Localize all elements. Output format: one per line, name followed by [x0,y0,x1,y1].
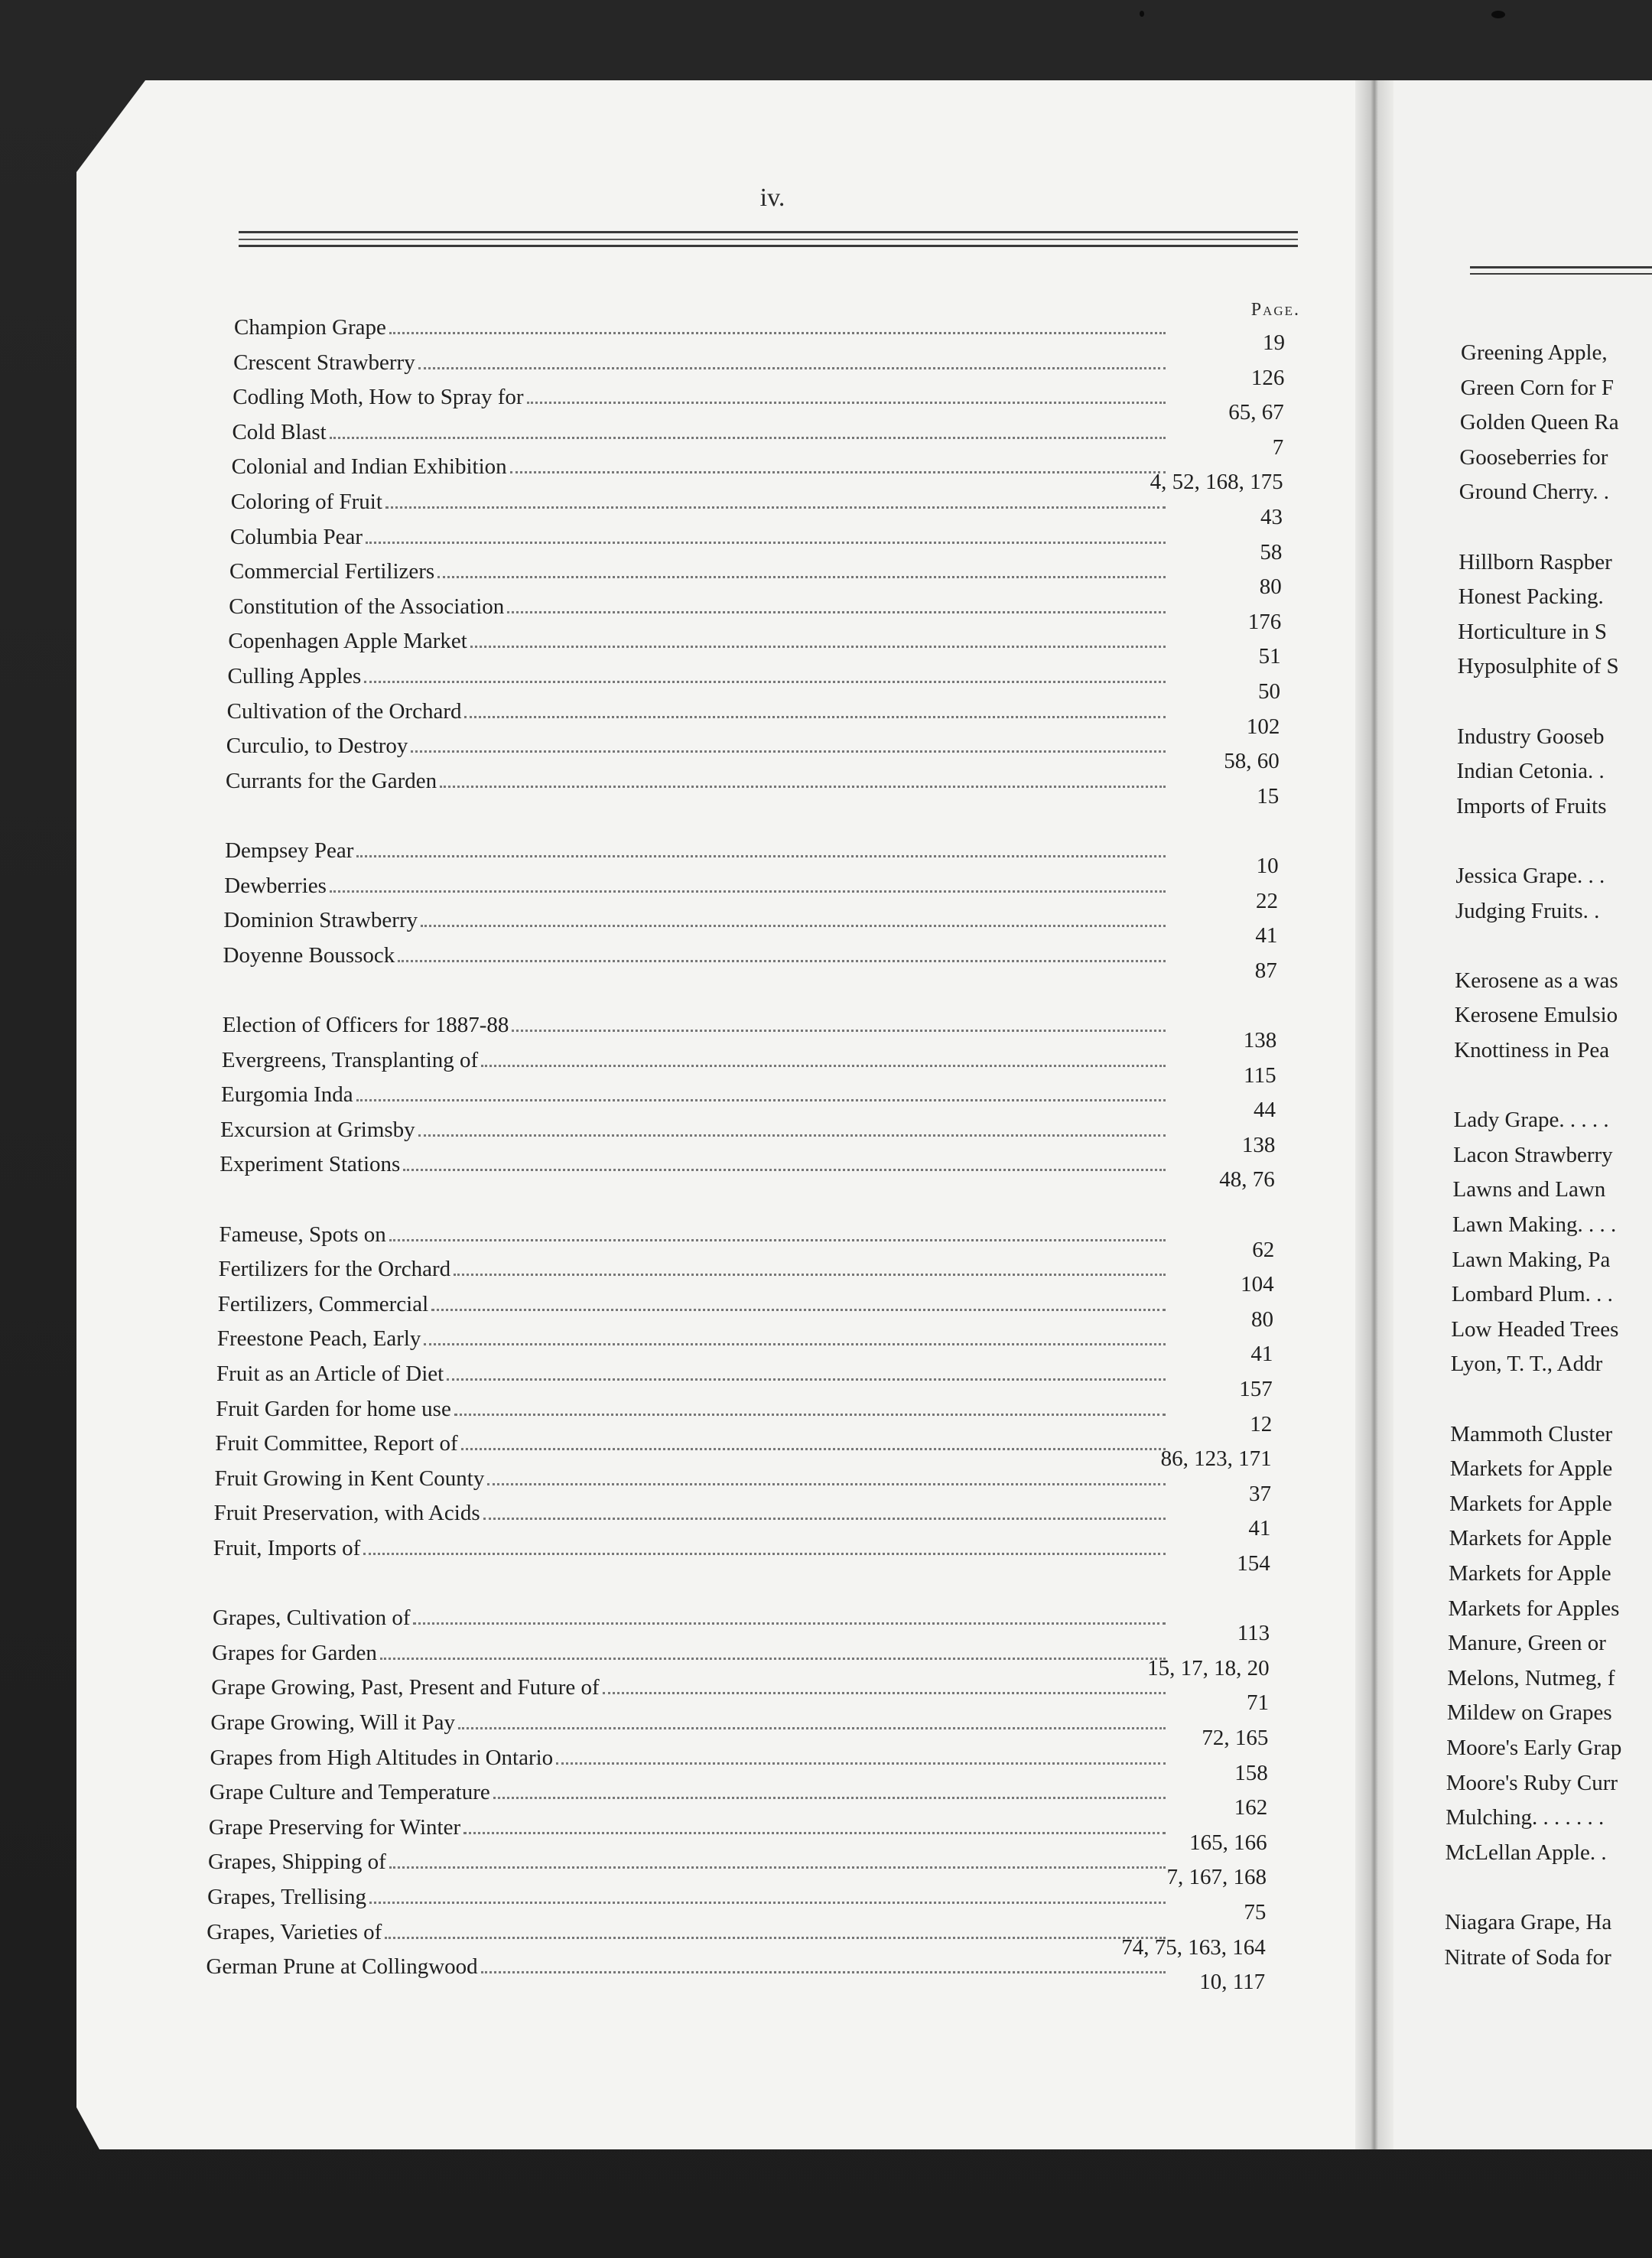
header-rule-top [239,231,1298,233]
right-index-entry: Horticulture in S [1458,619,1608,644]
index-page-number: 50 [1258,679,1280,704]
index-entry-label: Fruit Preservation, with Acids [213,1501,480,1526]
index-entry-label: German Prune at Collingwood [206,1954,478,1980]
index-page-number: 176 [1247,609,1282,634]
index-entry-label: Eurgomia Inda [221,1082,353,1108]
index-entry-label: Grape Culture and Temperature [209,1780,490,1805]
index-page-number: 162 [1234,1795,1268,1820]
right-index-entry: Melons, Nutmeg, f [1447,1665,1615,1690]
right-index-entry: Hillborn Raspber [1459,549,1612,574]
right-index-entry: Lawn Making. . . . [1452,1212,1617,1237]
right-index-entry: Green Corn for F [1460,375,1614,400]
book-gutter [1355,80,1393,2149]
right-index-entry: Moore's Ruby Curr [1446,1770,1618,1795]
right-index-entry: Imports of Fruits [1455,793,1607,818]
index-page-number: 41 [1255,923,1278,948]
right-index-entry: Lombard Plum. . . [1451,1282,1613,1307]
index-page-number: 51 [1258,644,1281,669]
index-entry-label: Grapes, Shipping of [208,1850,386,1875]
right-index-entry: Judging Fruits. . [1455,898,1600,923]
index-entry-label: Columbia Pear [229,524,363,549]
index-entry-label: Doyenne Boussock [223,942,395,968]
index-entry-label: Grape Preserving for Winter [208,1814,461,1840]
right-index-entry: Lady Grape. . . . . [1453,1108,1609,1133]
index-entry-label: Dominion Strawberry [223,908,418,933]
index-entry-label: Curculio, to Destroy [226,734,408,759]
right-index-entry: Lacon Strawberry [1453,1142,1613,1167]
index-page-number: 44 [1254,1098,1276,1123]
page-column-heading: Page. [1250,300,1300,320]
index-page-number: 22 [1256,888,1278,913]
right-index-entry: Manure, Green or [1447,1631,1606,1656]
index-page-number: 58, 60 [1224,749,1280,774]
index-entry-label: Grapes, Cultivation of [212,1606,411,1631]
index-entry-label: Dewberries [224,873,327,898]
right-index-entry: Golden Queen Ra [1459,410,1619,435]
index-page-number: 80 [1259,574,1282,600]
index-page-number: 62 [1252,1237,1275,1262]
index-entry-label: Cold Blast [232,419,327,444]
index-page-number: 41 [1250,1342,1273,1367]
right-index-entry: Markets for Apple [1449,1456,1613,1482]
index-page-number: 12 [1250,1411,1273,1436]
right-index-entry: Niagara Grape, Ha [1445,1910,1612,1934]
index-entry-label: Fruit as an Article of Diet [216,1362,444,1386]
scan-smudge [1140,11,1144,17]
right-header-rule-thin [1470,273,1652,275]
right-header-rule [1470,266,1652,268]
index-page-number: 4, 52, 168, 175 [1150,470,1283,495]
index-page-number: 43 [1260,505,1283,529]
index-page-number: 41 [1248,1516,1271,1541]
index-entry-label: Grapes, Varieties of [206,1919,382,1944]
right-index-entry: Industry Gooseb [1457,724,1605,749]
index-page-number: 102 [1246,714,1280,739]
index-page-number: 65, 67 [1228,400,1284,425]
index-page-number: 115 [1244,1062,1276,1088]
index-page-number: 113 [1237,1621,1270,1646]
page-number: iv. [759,184,785,212]
right-index-entry: Honest Packing. [1458,584,1604,610]
index-entry-label: Commercial Fertilizers [229,559,435,584]
index-page-number: 157 [1239,1377,1273,1401]
index-entry-label: Currants for the Garden [225,768,437,793]
right-index-entry: Mulching. . . . . . . [1446,1805,1605,1830]
index-page-number: 72, 165 [1202,1726,1269,1750]
index-page-number: 15 [1257,783,1280,809]
index-page-number: 165, 166 [1189,1830,1267,1855]
index-page-number: 48, 76 [1219,1167,1275,1192]
index-entry-label: Cultivation of the Orchard [226,698,462,724]
index-page-number: 37 [1249,1481,1271,1506]
index-entry-label: Colonial and Indian Exhibition [231,454,507,480]
index-entry-label: Champion Grape [234,315,386,340]
right-index-entry: Lyon, T. T., Addr [1450,1352,1603,1377]
index-entry-label: Copenhagen Apple Market [228,629,467,654]
index-entry-label: Evergreens, Transplanting of [221,1047,479,1072]
index-entry-label: Fruit Committee, Report of [215,1431,458,1456]
right-index-entry: Nitrate of Soda for [1444,1944,1611,1970]
index-entry-label: Fruit Growing in Kent County [214,1466,485,1491]
header-rule-bottom [239,245,1298,247]
right-index-entry: Greening Apple, [1461,340,1608,365]
right-index-entry: McLellan Apple. . [1445,1840,1607,1865]
index-page-number: 158 [1234,1760,1268,1785]
right-index-entry: Mammoth Cluster [1450,1421,1613,1446]
index-entry-label: Culling Apples [227,664,362,688]
right-index-entry: Ground Cherry. . [1459,480,1610,505]
right-index-entry: Markets for Apple [1449,1491,1612,1516]
index-page-number: 75 [1244,1900,1267,1925]
index-entry-label: Freestone Peach, Early [216,1326,421,1352]
right-index-entry: Kerosene Emulsio [1454,1003,1618,1028]
right-index-entry: Jessica Grape. . . [1455,864,1605,888]
index-entry-label: Codling Moth, How to Spray for [233,385,524,410]
index-entry-label: Fruit, Imports of [213,1536,361,1560]
index-page-number: 7 [1272,434,1284,460]
index-page-number: 74, 75, 163, 164 [1121,1934,1266,1960]
index-entry-label: Fruit Garden for home use [216,1396,451,1421]
index-page-number: 138 [1241,1132,1276,1157]
index-page-number: 154 [1237,1551,1270,1576]
right-index-entry: Indian Cetonia. . [1456,759,1605,784]
right-index-entry: Lawn Making, Pa [1452,1247,1611,1272]
index-page-number: 15, 17, 18, 20 [1147,1655,1270,1680]
index-entry-label: Grapes, Trellising [207,1885,366,1909]
index-entry-label: Fertilizers for the Orchard [218,1257,451,1282]
index-page-number: 10, 117 [1199,1970,1266,1995]
index-entry-label: Experiment Stations [220,1152,401,1177]
index-entry-label: Fertilizers, Commercial [217,1291,429,1316]
index-entry-label: Election of Officers for 1887-88 [222,1013,509,1037]
index-entry-label: Dempsey Pear [225,838,354,863]
index-entry-label: Grapes from High Altitudes in Ontario [210,1745,554,1770]
index-page-number: 126 [1250,365,1285,390]
index-page-number: 19 [1263,330,1285,355]
index-page-number: 104 [1241,1272,1274,1297]
right-index-entry: Low Headed Trees [1451,1316,1619,1342]
index-entry-label: Coloring of Fruit [230,490,382,514]
header-rule-middle [239,239,1298,240]
index-entry-label: Constitution of the Association [229,594,505,619]
right-index-entry: Gooseberries for [1459,444,1608,470]
right-index-entry: Mildew on Grapes [1446,1700,1612,1726]
index-entry-label: Crescent Strawberry [233,350,415,375]
index-page-number: 87 [1254,958,1277,983]
index-page-number: 80 [1251,1306,1273,1332]
right-index-entry: Markets for Apple [1449,1561,1611,1586]
right-index-entry: Knottiness in Pea [1454,1038,1610,1062]
scan-smudge [1491,11,1505,18]
right-index-entry: Markets for Apples [1448,1596,1620,1621]
index-entry-label: Fameuse, Spots on [219,1222,386,1247]
right-index-entry: Moore's Early Grap [1446,1736,1622,1760]
index-page-number: 86, 123, 171 [1160,1446,1272,1472]
index-entry-label: Grape Growing, Past, Present and Future of [211,1675,600,1700]
index-entry-label: Excursion at Grimsby [220,1117,415,1142]
right-index-entry: Lawns and Lawn [1452,1177,1606,1202]
index-page-number: 138 [1243,1028,1277,1053]
index-page-number: 58 [1260,539,1283,564]
index-entry-label: Grapes for Garden [212,1640,377,1665]
index-page-number: 7, 167, 168 [1166,1865,1267,1890]
index-entry-label: Grape Growing, Will it Pay [210,1710,456,1735]
right-index-entry: Kerosene as a was [1455,968,1618,993]
right-index-entry: Hyposulphite of S [1457,654,1619,679]
index-page-number: 71 [1247,1690,1269,1716]
index-page-number: 10 [1256,854,1279,878]
right-index-entry: Markets for Apple [1449,1526,1612,1551]
